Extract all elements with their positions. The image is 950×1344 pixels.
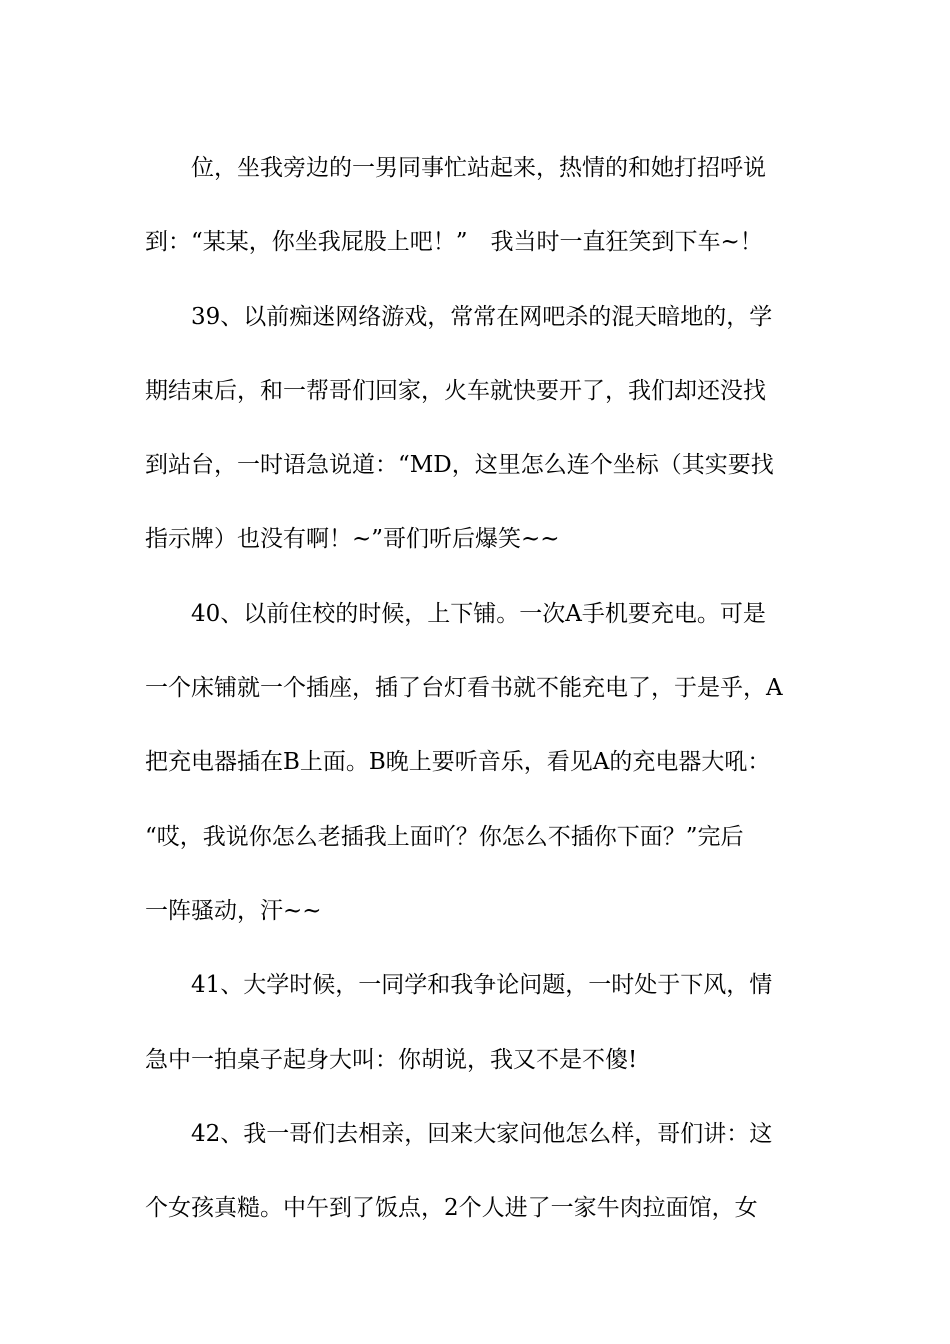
text-line: 急中一拍桌子起身大叫：你胡说，我又不是不傻! <box>145 1046 638 1073</box>
text-line: 指示牌）也没有啊！~”哥们听后爆笑~~ <box>145 526 560 553</box>
text-line: 一个床铺就一个插座，插了台灯看书就不能充电了，于是乎，A <box>145 675 783 702</box>
text-line: 40、以前住校的时候，上下铺。一次A手机要充电。可是 <box>191 600 766 627</box>
text-line: 位，坐我旁边的一男同事忙站起来，热情的和她打招呼说 <box>191 155 766 181</box>
text-line: 39、以前痴迷网络游戏，常常在网吧杀的混天暗地的，学 <box>191 303 773 330</box>
text-line: “哎，我说你怎么老插我上面吖？你怎么不插你下面？”完后 <box>145 823 744 850</box>
text-line: 一阵骚动，汗~~ <box>145 897 322 924</box>
text-line: 到：“某某，你坐我屁股上吧！” 我当时一直狂笑到下车~！ <box>145 229 763 256</box>
text-line: 41、大学时候，一同学和我争论问题，一时处于下风，情 <box>191 972 773 999</box>
paragraph-39 <box>145 280 810 577</box>
text-line: 期结束后，和一帮哥们回家，火车就快要开了，我们却还没找 <box>145 377 766 404</box>
paragraph-41 <box>145 948 810 1097</box>
text-line: 到站台，一时语急说道：“MD，这里怎么连个坐标（其实要找 <box>145 452 774 479</box>
text-line: 把充电器插在B上面。B晚上要听音乐，看见A的充电器大吼： <box>145 749 771 776</box>
document-body <box>145 131 810 1245</box>
paragraph-continued <box>145 131 810 280</box>
paragraph-42 <box>145 1097 810 1246</box>
text-line: 个女孩真糙。中午到了饭点，2个人进了一家牛肉拉面馆，女 <box>145 1195 758 1222</box>
paragraph-40 <box>145 577 810 948</box>
text-line: 42、我一哥们去相亲，回来大家问他怎么样，哥们讲：这 <box>191 1120 773 1147</box>
